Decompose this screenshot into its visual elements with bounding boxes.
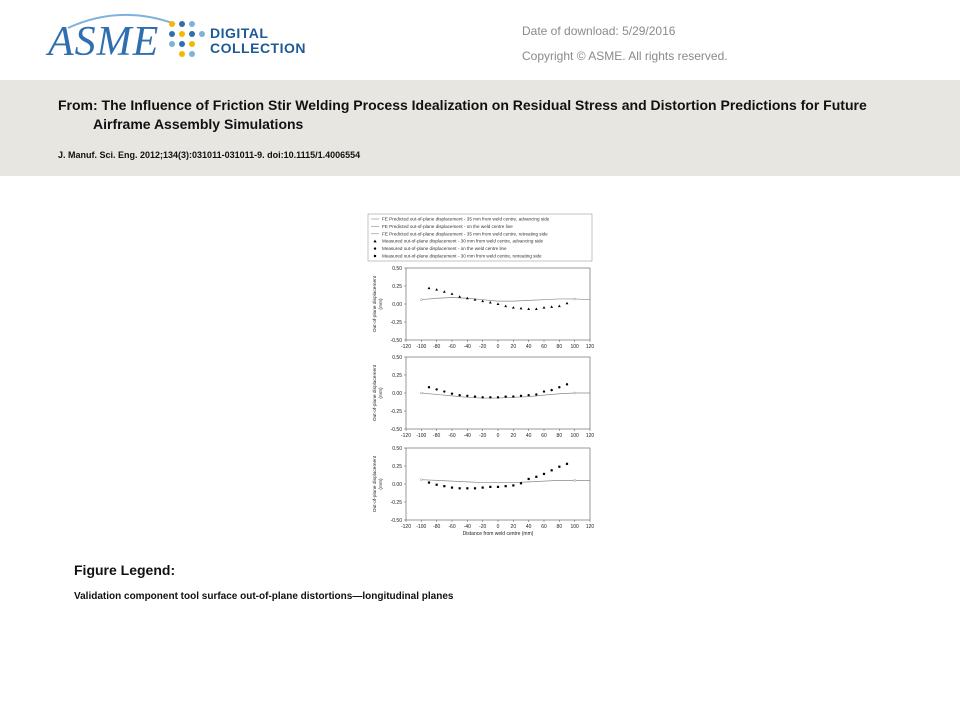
measured-point: [458, 394, 460, 396]
chart-legend-entry-2: FE Predicted out-of-plane displacement - on the weld centre line: [382, 223, 513, 229]
x-tick-label: -100: [416, 433, 427, 439]
y-tick-label: 0.00: [392, 390, 402, 397]
x-tick-label: 100: [570, 524, 579, 530]
chart-legend-entry-5: Measured out-of-plane displacement - on the weld centre line: [382, 246, 507, 252]
logo-subtitle: [210, 26, 306, 56]
logo-subtitle-line1: DIGITAL: [210, 25, 269, 41]
x-tick-label: 80: [556, 524, 563, 530]
logo-subtitle-line2: COLLECTION: [210, 40, 306, 56]
measured-point: [459, 487, 461, 489]
x-tick-label: -80: [433, 524, 441, 530]
y-axis-label: Out-of-plane displacement: [373, 275, 378, 333]
x-tick-label: 60: [541, 524, 547, 530]
chart-panels: [372, 266, 594, 537]
measured-point: [474, 395, 476, 397]
measured-point: [466, 487, 468, 489]
fe-curve-marker: [420, 479, 422, 481]
x-tick-label: 100: [570, 433, 579, 439]
y-axis-label: Out-of-plane displacement: [373, 364, 378, 422]
chart-legend-entry-6: Measured out-of-plane displacement - 30 mm from weld centre, retreating side: [382, 253, 542, 259]
measured-point: [528, 478, 530, 480]
fe-curve-marker: [574, 298, 576, 300]
x-tick-label: 20: [510, 344, 517, 350]
measured-point: [451, 487, 453, 489]
x-tick-label: 120: [585, 344, 595, 350]
x-tick-label: -40: [463, 433, 471, 439]
measured-point: [428, 386, 430, 388]
measured-point: [504, 395, 506, 397]
measured-point: [512, 484, 514, 486]
measured-point: [535, 476, 537, 478]
distortion-figure: [366, 212, 596, 550]
y-tick-label: 0.50: [392, 354, 402, 361]
chart-legend-entry-4: Measured out-of-plane displacement - 30 mm from weld centre, advancing side: [382, 238, 544, 244]
measured-point: [566, 383, 568, 385]
x-tick-label: -60: [448, 344, 456, 350]
y-tick-label: -0.25: [390, 408, 402, 415]
measured-point: [543, 390, 545, 392]
chart-panel-2: [372, 355, 594, 439]
measured-point: [566, 463, 568, 465]
y-tick-label: 0.00: [392, 301, 402, 308]
x-tick-label: -80: [433, 433, 441, 439]
measured-point: [558, 386, 560, 388]
fe-curve-marker: [574, 392, 576, 394]
measured-point: [489, 396, 491, 398]
x-tick-label: 80: [556, 433, 563, 439]
y-tick-label: -0.50: [390, 337, 402, 344]
y-tick-label: -0.25: [390, 319, 402, 326]
y-tick-label: 0.50: [392, 265, 402, 272]
figure-legend-heading: Figure Legend:: [74, 562, 176, 578]
asme-digital-collection-logo[interactable]: [48, 8, 328, 70]
chart-legend: [368, 214, 592, 261]
y-tick-label: -0.50: [390, 426, 402, 433]
x-tick-label: 60: [541, 344, 547, 350]
x-tick-label: 100: [570, 344, 579, 350]
measured-point: [535, 393, 537, 395]
x-tick-label: -100: [416, 344, 427, 350]
chart-legend-dot-swatch: [374, 247, 376, 249]
fe-curve-marker: [420, 392, 422, 394]
x-tick-label: 40: [525, 433, 532, 439]
x-tick-label: 20: [510, 524, 517, 530]
x-tick-label: 40: [525, 344, 532, 350]
x-tick-label: 60: [541, 433, 547, 439]
x-tick-label: 0: [496, 433, 500, 439]
x-tick-label: -120: [400, 524, 412, 530]
x-tick-label: 0: [496, 524, 500, 530]
x-tick-label: -40: [463, 344, 471, 350]
x-tick-label: -20: [479, 524, 487, 530]
x-tick-label: -80: [433, 344, 441, 350]
download-date: Date of download: 5/29/2016: [522, 24, 676, 38]
x-tick-label: 0: [496, 344, 500, 350]
measured-point: [550, 389, 552, 391]
measured-point: [428, 481, 430, 483]
y-tick-label: 0.50: [392, 445, 402, 452]
y-axis-unit: (mm): [379, 298, 384, 310]
y-tick-label: -0.50: [390, 517, 402, 524]
measured-point: [543, 473, 545, 475]
measured-point: [497, 396, 499, 398]
measured-point: [489, 486, 491, 488]
plot-frame: [406, 448, 590, 520]
x-tick-label: -60: [448, 433, 456, 439]
x-tick-label: -60: [448, 524, 456, 530]
x-tick-label: 80: [556, 344, 563, 350]
measured-point: [435, 388, 437, 390]
measured-point: [558, 466, 560, 468]
x-tick-label: 120: [585, 524, 595, 530]
x-tick-label: -20: [479, 344, 487, 350]
x-tick-label: -20: [479, 433, 487, 439]
measured-point: [436, 484, 438, 486]
y-tick-label: -0.25: [390, 499, 402, 506]
x-axis-label: Distance from weld centre (mm): [462, 531, 534, 537]
logo-dots-icon: [164, 18, 208, 62]
chart-panel-3: [372, 446, 594, 537]
plot-frame: [406, 357, 590, 429]
y-axis-unit: (mm): [379, 478, 384, 490]
x-tick-label: 120: [585, 433, 595, 439]
y-axis-unit: (mm): [379, 387, 384, 399]
copyright-notice: Copyright © ASME. All rights reserved.: [522, 49, 728, 63]
y-tick-label: 0.25: [392, 463, 402, 470]
y-tick-label: 0.00: [392, 481, 402, 488]
y-tick-label: 0.25: [392, 372, 402, 379]
measured-point: [451, 393, 453, 395]
x-tick-label: 20: [510, 433, 517, 439]
measured-point: [474, 487, 476, 489]
x-tick-label: -120: [400, 344, 412, 350]
download-meta: [522, 19, 728, 69]
logo-asme-text: ASME: [48, 19, 160, 65]
x-tick-label: 40: [525, 524, 532, 530]
header: [0, 0, 960, 80]
y-tick-label: 0.25: [392, 283, 402, 290]
measured-point: [466, 395, 468, 397]
x-tick-label: -40: [463, 524, 471, 530]
x-tick-label: -100: [416, 524, 427, 530]
measured-point: [481, 396, 483, 398]
measured-point: [443, 485, 445, 487]
measured-point: [497, 486, 499, 488]
article-title: From: The Influence of Friction Stir Welding Process Idealization on Residual Stress and Distortion Predictions for Future Airframe Assembly Simulations: [58, 97, 867, 132]
fe-curve-marker: [574, 479, 576, 481]
chart-legend-entry-3: FE Predicted out-of-plane displacement - 35 mm from weld centre, retreating side: [382, 231, 548, 237]
measured-point: [551, 469, 553, 471]
measured-point: [512, 395, 514, 397]
fe-curve-marker: [420, 299, 422, 301]
measured-point: [482, 487, 484, 489]
measured-point: [520, 482, 522, 484]
measured-point: [443, 390, 445, 392]
chart-legend-entry-1: FE Predicted out-of-plane displacement - 35 mm from weld centre, advancing side: [382, 216, 550, 222]
chart-panel-1: [372, 266, 594, 350]
figure-legend-text: Validation component tool surface out-of-plane distortions—longitudinal planes: [74, 591, 454, 602]
measured-point: [520, 395, 522, 397]
x-tick-label: -120: [400, 433, 412, 439]
measured-point: [505, 485, 507, 487]
measured-point: [527, 394, 529, 396]
chart-legend-square-swatch: [374, 255, 376, 257]
article-citation: J. Manuf. Sci. Eng. 2012;134(3):031011-031011-9. doi:10.1115/1.4006554: [58, 150, 361, 160]
y-axis-label: Out-of-plane displacement: [373, 455, 378, 513]
